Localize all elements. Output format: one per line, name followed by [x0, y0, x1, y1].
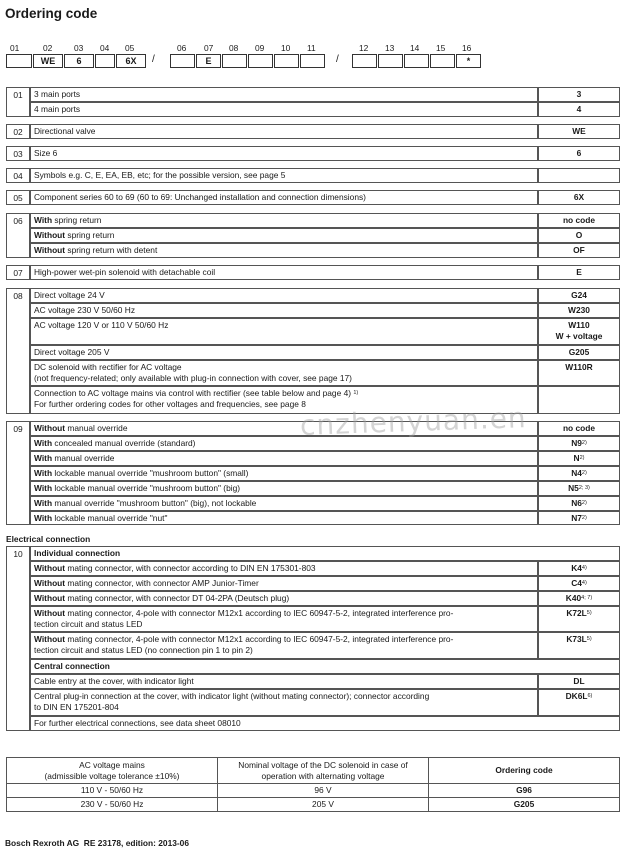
code-box-15	[430, 54, 455, 68]
option-code: W110 W + voltage	[538, 318, 620, 345]
option-text: Without mating connector, with connector according to DIN EN 175301-803	[30, 561, 538, 576]
table-row	[7, 784, 620, 798]
pos-01: 01	[10, 43, 20, 53]
code-box-07: E	[196, 54, 221, 68]
option-text: With manual override "mushroom button" (big), not lockable	[30, 496, 538, 511]
section-number: 05	[6, 190, 30, 205]
option-text: Cable entry at the cover, with indicator light	[30, 674, 538, 689]
code-box-08	[222, 54, 247, 68]
pos-07: 07	[204, 43, 214, 53]
code-slash-1: /	[152, 54, 155, 65]
pos-11: 11	[307, 43, 316, 53]
pos-08: 08	[229, 43, 239, 53]
section-number: 01	[6, 87, 30, 117]
voltage-table	[6, 757, 620, 812]
pos-05: 05	[125, 43, 135, 53]
option-text: Without mating connector, with connector DT 04-2PA (Deutsch plug)	[30, 591, 538, 606]
pos-16: 16	[462, 43, 472, 53]
option-text: DC solenoid with rectifier for AC voltage (not frequency-related; only available with plug-in connection with cover, see page 17)	[30, 360, 538, 386]
section-number: 10	[6, 546, 30, 731]
option-text: With lockable manual override "nut"	[30, 511, 538, 525]
option-code: OF	[538, 243, 620, 258]
option-text: With lockable manual override "mushroom button" (small)	[30, 466, 538, 481]
individual-heading: Individual connection	[30, 546, 620, 561]
code-box-11	[300, 54, 325, 68]
option-text: Without spring return	[30, 228, 538, 243]
option-text: Component series 60 to 69 (60 to 69: Unchanged installation and connection dimensions)	[30, 190, 538, 205]
pos-15: 15	[436, 43, 446, 53]
option-text: Without mating connector, with connector AMP Junior-Timer	[30, 576, 538, 591]
option-code: $K72L^{5)}$	[538, 606, 620, 632]
option-code: G205	[538, 345, 620, 360]
option-code: W230	[538, 303, 620, 318]
option-text: With lockable manual override "mushroom button" (big)	[30, 481, 538, 496]
cell: 205 V	[218, 798, 429, 812]
pos-13: 13	[385, 43, 395, 53]
pos-06: 06	[177, 43, 187, 53]
code-box-05: 6X	[116, 54, 146, 68]
option-code: 6	[538, 146, 620, 161]
code-box-04	[95, 54, 115, 68]
section-number: 02	[6, 124, 30, 139]
code-box-03: 6	[64, 54, 94, 68]
option-code: W110R	[538, 360, 620, 386]
header-ordering-code: Ordering code	[429, 758, 620, 784]
option-text: Symbols e.g. C, E, EA, EB, etc; for the possible version, see page 5	[30, 168, 538, 183]
option-text: 3 main ports	[30, 87, 538, 102]
page-title: Ordering code	[5, 6, 98, 21]
option-text: High-power wet-pin solenoid with detachable coil	[30, 265, 538, 280]
option-code	[538, 168, 620, 183]
central-heading: Central connection	[30, 659, 620, 674]
option-code: N9$^{2)}$	[538, 436, 620, 451]
section-number: 03	[6, 146, 30, 161]
pos-03: 03	[74, 43, 84, 53]
cell: G96	[429, 784, 620, 798]
section-number: 06	[6, 213, 30, 258]
footer: Bosch Rexroth AG RE 23178, edition: 2013-06	[5, 838, 189, 848]
code-box-01	[6, 54, 32, 68]
option-text: Central plug-in connection at the cover, with indicator light (without mating connector); connector according to DIN EN 175201-804	[30, 689, 538, 716]
option-text: Direct voltage 24 V	[30, 288, 538, 303]
option-code: $N^{2)}$	[538, 451, 620, 466]
code-box-13	[378, 54, 403, 68]
option-text: For further electrical connections, see data sheet 08010	[30, 716, 620, 731]
option-code: 3	[538, 87, 620, 102]
option-text: 4 main ports	[30, 102, 538, 117]
cell: 230 V - 50/60 Hz	[7, 798, 218, 812]
option-code: N7$^{2)}$	[538, 511, 620, 525]
option-text: With concealed manual override (standard)	[30, 436, 538, 451]
option-text: Directional valve	[30, 124, 538, 139]
option-code: N5$^{2; 3)}$	[538, 481, 620, 496]
code-box-16: *	[456, 54, 481, 68]
option-code: K40$^{4; 7)}$	[538, 591, 620, 606]
option-text: With spring return	[30, 213, 538, 228]
option-code: DL	[538, 674, 620, 689]
option-text: Without mating connector, 4-pole with connector M12x1 according to IEC 60947-5-2, integrated interference pro- tection circuit and status LED	[30, 606, 538, 632]
code-box-06	[170, 54, 195, 68]
code-box-14	[404, 54, 429, 68]
option-text: Without mating connector, 4-pole with connector M12x1 according to IEC 60947-5-2, integrated interference pro- tection circuit and status LED (no connection pin 1 to pin 2)	[30, 632, 538, 659]
option-code: no code	[538, 421, 620, 436]
option-code: $DK6L^{6)}$	[538, 689, 620, 716]
section-number: 08	[6, 288, 30, 414]
cell: 96 V	[218, 784, 429, 798]
pos-02: 02	[43, 43, 53, 53]
option-text: Connection to AC voltage mains via control with rectifier (see table below and page 4) $^{1)}$ For further ordering codes for other voltages and frequencies, see page 8	[30, 386, 538, 414]
section-number: 07	[6, 265, 30, 280]
option-code: N4$^{2)}$	[538, 466, 620, 481]
code-box-09	[248, 54, 273, 68]
pos-10: 10	[281, 43, 291, 53]
option-code: WE	[538, 124, 620, 139]
option-code: C4$^{4)}$	[538, 576, 620, 591]
code-box-10	[274, 54, 299, 68]
watermark: cnzhenyuan.en	[299, 401, 528, 442]
pos-14: 14	[410, 43, 420, 53]
header-ac-mains: AC voltage mains (admissible voltage tolerance ±10%)	[7, 758, 218, 784]
option-code: N6$^{2)}$	[538, 496, 620, 511]
option-code: E	[538, 265, 620, 280]
pos-04: 04	[100, 43, 110, 53]
code-slash-2: /	[336, 54, 339, 65]
pos-12: 12	[359, 43, 369, 53]
header-nominal-voltage: Nominal voltage of the DC solenoid in case of operation with alternating voltage	[218, 758, 429, 784]
option-code: G24	[538, 288, 620, 303]
table-row	[7, 798, 620, 812]
option-code: no code	[538, 213, 620, 228]
code-box-12	[352, 54, 377, 68]
option-code: 4	[538, 102, 620, 117]
option-text: With manual override	[30, 451, 538, 466]
option-code: O	[538, 228, 620, 243]
option-code	[538, 386, 620, 414]
cell: G205	[429, 798, 620, 812]
electrical-heading: Electrical connection	[6, 534, 91, 544]
option-code: $K73L^{5)}$	[538, 632, 620, 659]
section-number: 09	[6, 421, 30, 525]
option-text: AC voltage 120 V or 110 V 50/60 Hz	[30, 318, 538, 345]
option-text: Without spring return with detent	[30, 243, 538, 258]
option-code: 6X	[538, 190, 620, 205]
option-text: AC voltage 230 V 50/60 Hz	[30, 303, 538, 318]
option-code: K4$^{4)}$	[538, 561, 620, 576]
section-number: 04	[6, 168, 30, 183]
option-text: Direct voltage 205 V	[30, 345, 538, 360]
option-text: Size 6	[30, 146, 538, 161]
pos-09: 09	[255, 43, 265, 53]
option-text: Without manual override	[30, 421, 538, 436]
code-box-02: WE	[33, 54, 63, 68]
cell: 110 V - 50/60 Hz	[7, 784, 218, 798]
